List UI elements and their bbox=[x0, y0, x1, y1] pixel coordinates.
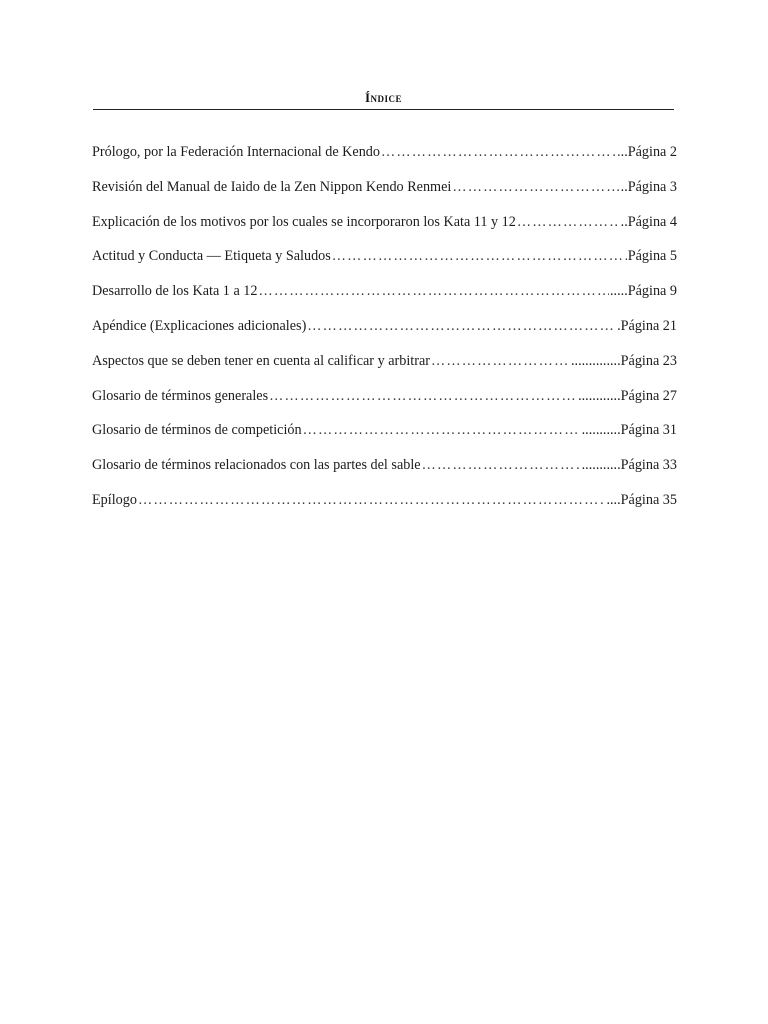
toc-entry-label: Apéndice (Explicaciones adicionales) bbox=[92, 317, 307, 334]
dot-leader bbox=[307, 318, 616, 335]
toc-entry-label: Glosario de términos relacionados con las partes del sable bbox=[92, 457, 421, 474]
toc-entry-page: ..Página 2 bbox=[620, 144, 677, 160]
toc-entry-page: ...........Página 31 bbox=[581, 422, 677, 439]
dot-leader bbox=[332, 248, 627, 265]
toc-entry-label: Explicación de los motivos por los cuales se incorporaron los Kata 11 y 12 bbox=[92, 213, 516, 230]
toc-entry-page: .....Página 9 bbox=[610, 283, 677, 300]
dot-leader bbox=[138, 492, 606, 509]
toc-entry-page: ....Página 35 bbox=[606, 491, 677, 508]
toc-entry-page: Página 5 bbox=[627, 248, 677, 265]
toc-entry-page: ..............Página 23 bbox=[570, 352, 677, 369]
toc-entry-label: Actitud y Conducta — Etiqueta y Saludos bbox=[92, 248, 331, 265]
toc-entry-label: Glosario de términos de competición bbox=[92, 422, 302, 439]
toc-entry-desarrollo bbox=[92, 283, 677, 318]
toc-entry-page: .Página 21 bbox=[617, 317, 677, 334]
toc-entry-prologo bbox=[92, 144, 677, 179]
toc-entry-revision bbox=[92, 179, 677, 214]
toc-entry-page: ............Página 27 bbox=[578, 387, 677, 404]
toc-entry-glosario-sable bbox=[92, 457, 677, 492]
toc-entry-apendice bbox=[92, 318, 677, 353]
dot-leader bbox=[452, 179, 619, 196]
dot-leader bbox=[422, 457, 581, 474]
page-title: Índice bbox=[364, 90, 403, 105]
dot-leader bbox=[258, 283, 609, 300]
table-of-contents bbox=[92, 144, 677, 527]
toc-entry-page: ..Página 4 bbox=[620, 213, 677, 230]
toc-entry-actitud bbox=[92, 248, 677, 283]
toc-entry-glosario-generales bbox=[92, 388, 677, 423]
dot-leader bbox=[381, 144, 620, 161]
toc-entry-glosario-competicion bbox=[92, 422, 677, 457]
toc-entry-aspectos bbox=[92, 353, 677, 388]
title-divider bbox=[93, 109, 674, 110]
toc-entry-label: Desarrollo de los Kata 1 a 12 bbox=[92, 283, 258, 300]
dot-leader bbox=[517, 214, 620, 231]
toc-entry-page: ...........Página 33 bbox=[581, 457, 677, 474]
toc-entry-label: Aspectos que se deben tener en cuenta al calificar y arbitrar bbox=[92, 352, 430, 369]
toc-entry-epilogo bbox=[92, 492, 677, 527]
toc-entry-page: ..Página 3 bbox=[620, 178, 677, 195]
dot-leader bbox=[431, 353, 570, 370]
toc-entry-label: Revisión del Manual de Iaido de la Zen Nippon Kendo Renmei bbox=[92, 178, 452, 195]
toc-entry-explicacion bbox=[92, 214, 677, 249]
toc-entry-label: Glosario de términos generales bbox=[92, 387, 269, 404]
toc-entry-label: Prólogo, por la Federación Internacional de Kendo bbox=[92, 144, 380, 160]
dot-leader bbox=[303, 422, 581, 439]
toc-entry-label: Epílogo bbox=[92, 491, 137, 508]
dot-leader bbox=[269, 388, 577, 405]
